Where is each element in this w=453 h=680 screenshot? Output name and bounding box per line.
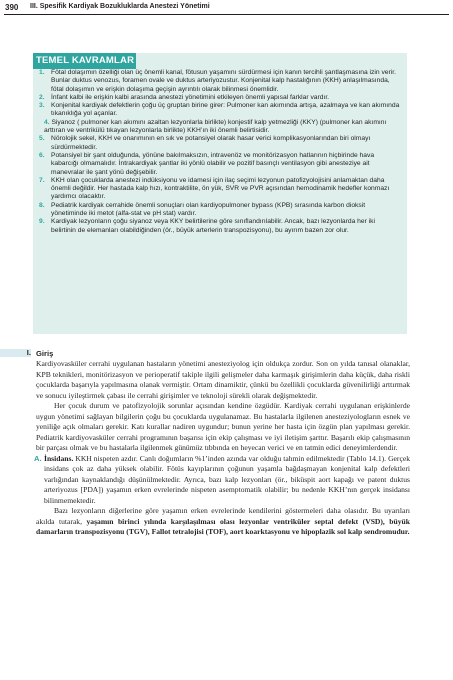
key-concepts-title: TEMEL KAVRAMLAR [33, 53, 136, 69]
paragraph: Bazı lezyonların diğerlerine göre yaşamın erken evrelerinde kendilerini göstermeleri daha olasıdır. Bu uyarıları akılda tutarak, yaşamın birinci yılında karşılaşılması olası lezyonlar ventriküler septal defekt (VSD), büyük damarların transpozisyonu (TGV), Fallot tetralojisi (TOF), aort koarktasyonu ve hipoplazik sol kalp sendromudur. [36, 506, 410, 536]
key-concepts-list [39, 69, 401, 235]
section-intro [26, 348, 410, 538]
concept-item: 7. KKH olan çocuklarda anestezi indüksiyonu ve idamesi için ilaç seçimi lezyonun patofizyolojisini anlamaktan daha önemli değildir. Her hastada kalp hızı, kontraktilite, ön yük, SVR ve PVR açısından hemodinamik hedefler konmazı yardımcı olacaktır. [39, 176, 390, 201]
subsection-a: A. İnsidans. KKH nispeten azdır. Canlı doğumların %1’inden azında var olduğu tahmin edilmektedir (Tablo 14.1). Gerçek insidans çok az daha yüksek olabilir. Fötüs kayıplarının çoğunun yaşamla bağdaşmayan konjenital kalp defektleri varlığından kaynaklandığı düşünülmektedir. Ayrıca, bazı kalp lezyonları (ör., biküspit aort kapağı ve patent duktus arteriyozus [PDA]) yaşamın erken evrelerinde nispeten asemptomatik olabilir; bu nedenle KKH’nın gerçek insidansı bilinmemektedir. [34, 453, 410, 505]
paragraph: Kardiyovasküler cerrahi uygulanan hastaların yönetimi anesteziyolog için oldukça zordur. Son on yılda tanısal olanaklar, KPB teknikleri, monitörizasyon ve perioperatif takiple ilgili gelişmeler daha karmaşık girişimlerin daha küçük, daha riskli çocuklarda başarıyla yapılmasına olanak vermiştir. Ortam dinamiktir, çünkü bu özellikli çocuklarda güvenilirliği arttırmak ve sonucu iyileştirmek çabası ile cerrahi girişimler ve teknoloji sürekli olarak değişmektedir. [36, 359, 410, 400]
chapter-title: III. Spesifik Kardiyak Bozukluklarda Anestezi Yönetimi [30, 3, 210, 10]
bold-text: yaşamın birinci yılında karşılaşılması olası lezyonlar ventriküler septal defekt (VSD), büyük damarların transpozisyonu (TGV), Fallot tetralojisi (TOF), aort koarktasyonu ve hipoplazik sol kalp sendromudur. [36, 516, 410, 536]
concept-item: 2. İnfant kalbi ile erişkin kalbi arasında anestezi yönetimini etkileyen önemli yapısal farklar vardır. [39, 93, 330, 101]
concept-item: 8. Pediatrik kardiyak cerrahide önemli sonuçları olan kardiyopulmoner bypass (KPB) sırasında karbon dioksit yönetiminde iki metot (alfa-stat ve pH stat) vardır. [39, 201, 366, 218]
concept-item: 3. Konjenital kardiyak defektlerin çoğu üç gruptan birine girer: Pulmoner kan akımında artışa, azalmaya ve kan akımında tıkanıklığa yol açanlar. [39, 102, 400, 118]
subsection-title: İnsidans. [44, 453, 74, 463]
header-rule [4, 14, 449, 15]
subsection-letter: A. [34, 453, 42, 463]
page-number: 390 [5, 3, 19, 12]
section-number: I. [26, 348, 31, 357]
concept-item: 9. Kardiyak lezyonların çoğu siyanoz veya KKY belirtilerine göre sınıflandırılabilir. Ancak, bazı lezyonlarda her iki belirtinin de elemanları olabildiğinden (ör., büyük arterlerin transpozisyonu), bu ayırım bazen zor olur. [39, 218, 376, 234]
concept-item: 1. Fötal dolaşımın özelliği olan üç önemli kanal, fötusun yaşamını sürdürmesi için kanın tercihli şantlaşmasına izin verir. Bunlar duktus venozus, foramen ovale ve duktus arteriyozustur. Konjenital kalp hastalığının (KKH) anlaşılmasında, fötal dolaşımın ve erişkin dolaşıma geçişin ayrıntılı olarak bilinmesi önemlidir. [39, 69, 396, 93]
concept-item: 4. Siyanoz ( pulmoner kan akımını azaltan lezyonlarla birlikte) konjestif kalp yetmezliği (KKY) (pulmoner kan akımını arttıran ve ventrikülü tıkayan lezyonlarla birlikte) KKH’ın iki önemli belirtisidir. [44, 118, 387, 135]
concept-item: 5. Nörolojik sekel, KKH ve onarımının en sık ve potansiyel olarak hasar verici komplikasyonlarından biri olmayı sürdürmektedir. [39, 135, 371, 151]
section-heading [26, 348, 410, 359]
concept-item: 6. Potansiyel bir şant olduğunda, yönüne bakılmaksızın, intravenöz ve monitörizasyon hatlarının hiçbirinde hava kabarcığı olmamalıdır. İntrakardiyak şantlar iki yönlü olabilir ve pozitif basınçlı ventilasyon gibi anesteziye ait manevralar ile şant yönü değişebilir. [39, 151, 375, 176]
paragraph: Her çocuk durum ve patofizyolojik sorunlar açısından kendine özgüdür. Kardiyak cerrahi uygulanan erişkinlerde uygun yönetimi sağlayan bilgilerin çoğu bu çocuklarda uygulanamaz. Bu hastalarla ilgilenen anesteziyologların esnek ve yeniliğe açık olmaları gerekir. Katı kurallar nadiren uygundur; bunun yerine her hasta için özgün plan yapılması gerekir. Pediatrik kardiyovasküler cerrahi programının başarısı için ekip çalışması ve iyi iletişim şarttır. Başarılı ekip çalışmasının bir parçası olmak ve bu hastalarla ilgilenmek günümüz tıbbında en heyecan verici ve en tatmin edici deneyimlerdendir. [36, 401, 410, 452]
section-number-bar [0, 349, 31, 357]
page-header [0, 0, 453, 16]
section-title: Giriş [36, 349, 54, 358]
key-concepts-box [33, 53, 407, 334]
